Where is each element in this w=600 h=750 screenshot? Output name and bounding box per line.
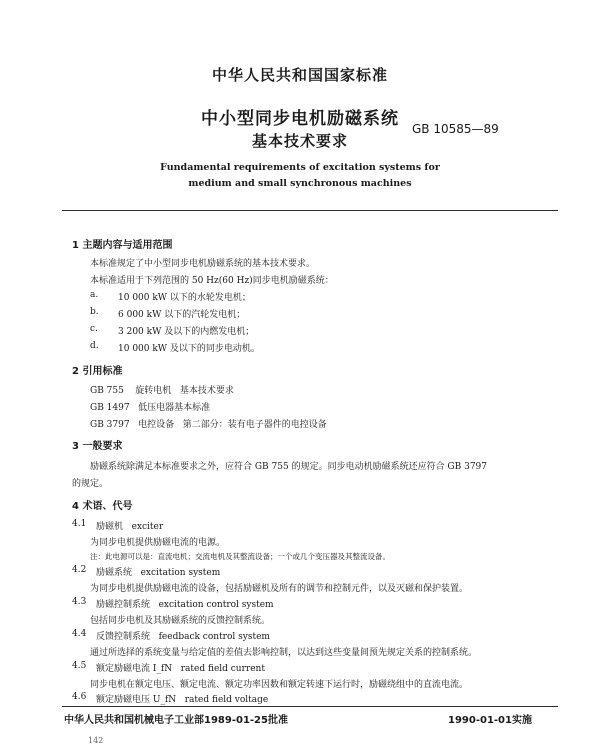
reference-item: GB 3797 电控设备 第二部分：装有电子器件的电控设备 [90, 420, 327, 430]
term-number: 4.4 [72, 629, 87, 639]
header-rule [62, 210, 558, 211]
list-item: 10 000 kW 及以下的同步电动机。 [118, 344, 260, 354]
section-1-para-2: 本标准适用于下列范围的 50 Hz(60 Hz)同步电机励磁系统： [90, 276, 334, 286]
list-item: 6 000 kW 以下的汽轮发电机； [118, 310, 246, 320]
term-title: 励磁机 exciter [96, 522, 164, 532]
issuer-header: 中华人民共和国国家标准 [211, 66, 388, 84]
section-4-heading: 4 术语、代号 [72, 501, 133, 512]
term-note: 注：此电源可以是：直流电机；交流电机及其整流设备；一个或几个变压器及其整流设备。 [90, 552, 390, 561]
english-title-line-2: medium and small synchronous machines [188, 178, 412, 189]
list-item: 10 000 kW 以下的水轮发电机； [118, 293, 251, 303]
term-number: 4.6 [72, 692, 87, 702]
term-definition: 同步电机在额定电压、额定电流、额定功率因数和额定转速下运行时，励磁绕组中的直流电流。 [90, 680, 469, 690]
approval-date: 中华人民共和国机械电子工业部1989-01-25批准 [64, 715, 288, 726]
reference-item: GB 1497 低压电器基本标准 [90, 403, 211, 413]
section-3-para-line-1: 励磁系统除满足本标准要求之外，应符合 GB 755 的规定。同步电动机励磁系统还应符合 GB 3797 [90, 462, 487, 472]
term-number: 4.2 [72, 565, 87, 575]
list-item-mark: d. [90, 341, 99, 351]
list-item: 3 200 kW 及以下的内燃发电机； [118, 327, 255, 337]
term-title: 额定励磁电流 I_fN rated field current [96, 664, 265, 674]
section-2-heading: 2 引用标准 [72, 366, 123, 377]
term-number: 4.5 [72, 661, 87, 671]
title-line-2: 基本技术要求 [251, 132, 348, 150]
reference-item: GB 755 旋转电机 基本技术要求 [90, 386, 234, 396]
page-number: 142 [88, 736, 104, 745]
term-title: 额定励磁电压 U_fN rated field voltage [96, 695, 269, 705]
list-item-mark: a. [90, 290, 99, 300]
term-title: 励磁系统 excitation system [96, 568, 221, 578]
term-definition: 为同步电机提供励磁电流的电源。 [90, 538, 226, 548]
section-3-heading: 3 一般要求 [72, 441, 123, 452]
title-line-1: 中小型同步电机励磁系统 [201, 109, 399, 129]
section-1-para-1: 本标准规定了中小型同步电机励磁系统的基本技术要求。 [90, 259, 316, 269]
section-3-para-line-2: 的规定。 [72, 479, 109, 489]
term-number: 4.3 [72, 597, 87, 607]
english-title-line-1: Fundamental requirements of excitation systems for [160, 162, 440, 173]
section-1-heading: 1 主题内容与适用范围 [72, 240, 173, 251]
list-item-mark: c. [90, 324, 98, 334]
term-definition: 为同步电机提供励磁电流的设备，包括励磁机及所有的调节和控制元件，以及灭磁和保护装置。 [90, 584, 469, 594]
term-definition: 包括同步电机及其励磁系统的反馈控制系统。 [90, 616, 271, 626]
term-definition: 通过所选择的系统变量与给定值的差值去影响控制，以达到这些变量间预先规定关系的控制系统。 [90, 648, 478, 658]
standard-number: GB 10585—89 [412, 122, 499, 136]
effective-date: 1990-01-01实施 [448, 715, 532, 726]
list-item-mark: b. [90, 307, 99, 317]
term-title: 反馈控制系统 feedback control system [96, 632, 270, 642]
term-number: 4.1 [72, 519, 87, 529]
footer-rule [62, 706, 558, 707]
term-title: 励磁控制系统 excitation control system [96, 600, 274, 610]
